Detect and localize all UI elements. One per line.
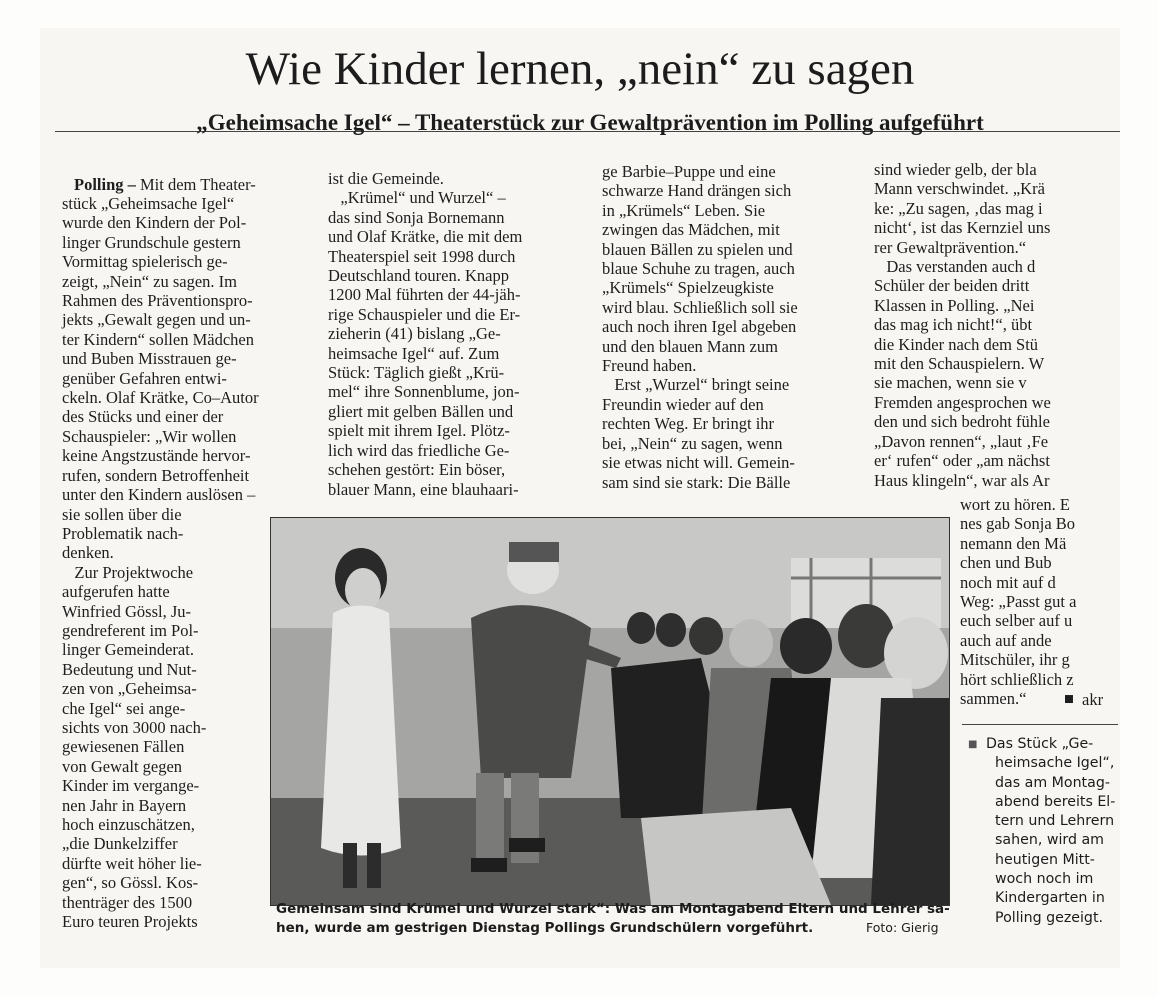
article-column-1-lead xyxy=(74,175,256,194)
article-column-4: sind wieder gelb, der bla Mann verschwindet. „Krä ke: „Zu sagen, ‚das mag i nicht‘, ist das Kernziel uns rer Gewaltprävention.“ Das verstanden auch d Schüler der beiden dritt Klassen in Polling. „Nei das mag ich nicht!“, übt die Kinder nach dem Stü mit den Schauspielern. W sie machen, wenn sie v Fremden angesprochen we den und sich bedroht fühle „Davon rennen“, „laut ‚Fe er‘ rufen“ oder „am nächst Haus klingeln“, war als Ar xyxy=(874,160,1051,490)
author-initials: akr xyxy=(1082,690,1104,709)
article-column-4-end: wort zu hören. E nes gab Sonja Bo nemann den Mä chen und Bub noch mit auf d Weg: „Passt gut a euch selber auf u auch auf ande Mitschüler, ihr g hört schließlich z sammen.“ xyxy=(960,495,1077,709)
subheadline: „Geheimsache Igel“ – Theaterstück zur Gewaltprävention im Polling aufgeführt xyxy=(196,110,984,135)
photo-caption: Gemeinsam sind Krümel und Wurzel stark“: Was am Montagabend Eltern und Lehrer sa- hen, wurde am gestrigen Dienstag Pollings Grundschülern vorgeführt. xyxy=(276,901,950,936)
theater-photo-illustration xyxy=(271,518,949,905)
headline: Wie Kinder lernen, „nein“ zu sagen xyxy=(245,43,915,95)
theater-photo xyxy=(270,517,950,906)
dateline: Polling – xyxy=(74,175,136,194)
sidenote-rule xyxy=(962,724,1118,725)
article-column-1: stück „Geheimsache Igel“ wurde den Kindern der Pol- linger Grundschule gestern Vormittag spielerisch ge- zeigt, „Nein“ zu sagen. Im Rahmen des Präventionspro- jekts „Gewalt gegen und un- ter Kindern“ sollen Mädchen und Buben Misstrauen ge- genüber Gefahren entwi- ckeln. Olaf Krätke, Co–Autor des Stücks und einer der Schauspieler: „Wir wollen keine Angstzustände hervor- rufen, sondern Betroffenheit unter den Kindern auslösen – sie sollen über die Problematik nach- denken. Zur Projektwoche aufgerufen hatte Winfried Gössl, Ju- gendreferent im Pol- linger Gemeinderat. Bedeutung und Nut- zen von „Geheimsa- che Igel“ sei ange- sichts von 3000 nach- gewiesenen Fällen von Gewalt gegen Kinder im vergange- nen Jahr in Bayern hoch einzuschätzen, „die Dunkelziffer dürfte weit höher lie- gen“, so Gössl. Kos- thenträger des 1500 Euro teuren Projekts xyxy=(62,194,259,932)
article-column-3: ge Barbie–Puppe und eine schwarze Hand drängen sich in „Krümels“ Leben. Sie zwingen das Mädchen, mit blauen Bällen zu spielen und blaue Schuhe zu tragen, auch „Krümels“ Spielzeugkiste wird blau. Schließlich soll sie auch noch ihren Igel abgeben und den blauen Mann zum Freund haben. Erst „Wurzel“ bringt seine Freundin wieder auf den rechten Weg. Er bringt ihr bei, „Nein“ zu sagen, wenn sie etwas nicht will. Gemein- sam sind sie stark: Die Bälle xyxy=(602,162,798,492)
sidenote-text: Das Stück „Ge- heimsache Igel“, das am Montag- abend bereits El- tern und Lehrern sahen, wird am heutigen Mitt- woch noch im Kindergarten in Polling gezeigt. xyxy=(986,736,1116,926)
column-1-first-line: Mit dem Theater- xyxy=(135,175,256,194)
sidenote-bullet: ■ xyxy=(968,739,978,750)
article-column-2: ist die Gemeinde. „Krümel“ und Wurzel“ – das sind Sonja Bornemann und Olaf Krätke, die mit dem Theaterspiel seit 1998 durch Deutschland touren. Knapp 1200 Mal führten der 44-jäh- rige Schauspieler und die Er- zieherin (41) bislang „Ge- heimsache Igel“ auf. Zum Stück: Täglich gießt „Krü- mel“ ihre Sonnenblume, jon- gliert mit gelben Bällen und spielt mit ihrem Igel. Plötz- lich wird das friedliche Ge- schehen gestört: Ein böser, blauer Mann, eine blauhaari- xyxy=(328,169,523,499)
end-mark: ■ xyxy=(1064,689,1074,708)
photo-credit: Foto: Gierig xyxy=(866,920,939,935)
